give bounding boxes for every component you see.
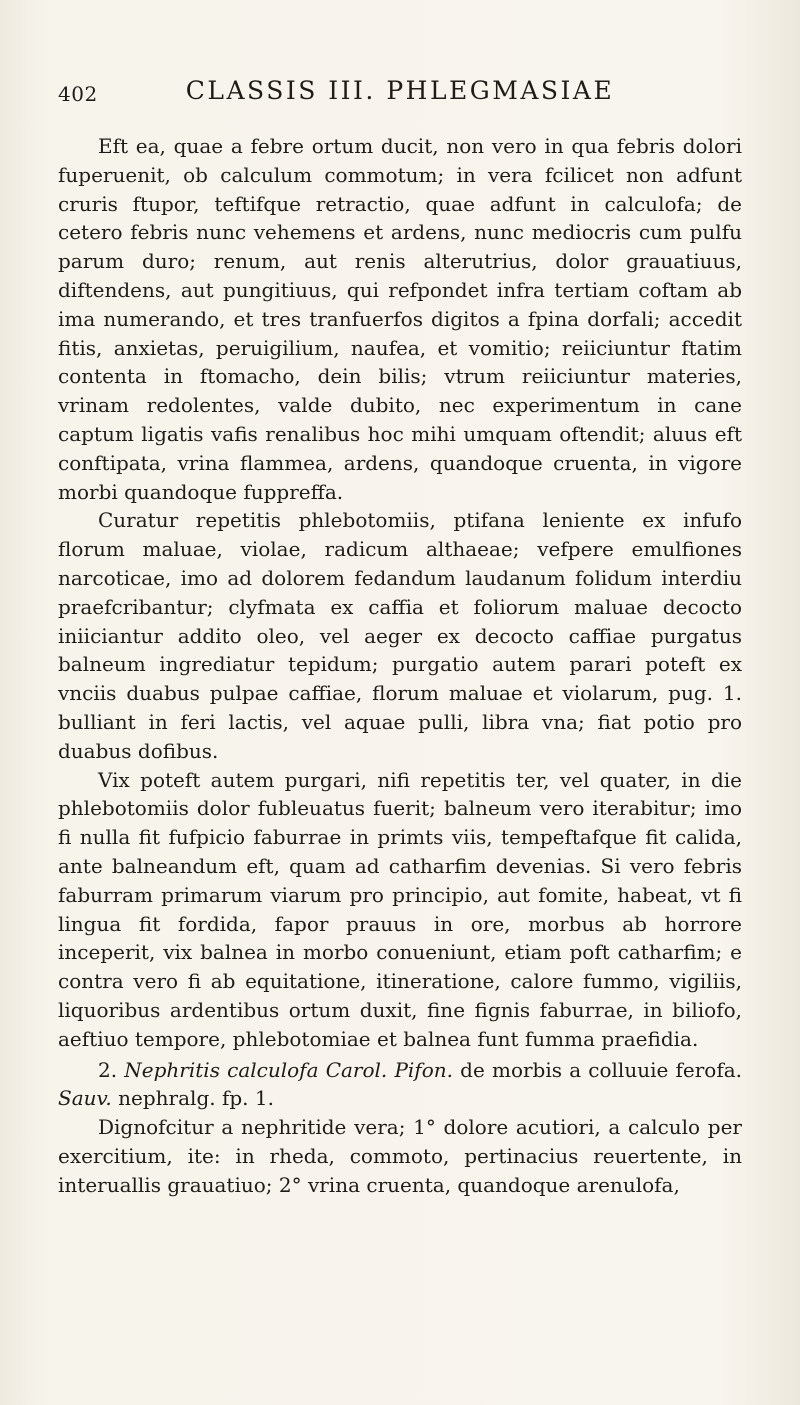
paragraph-curatio: Curatur repetitis phlebotomiis, ptifana leniente ex infufo florum maluae, violae, radicum althaeae; vefpere emulfiones narcoticae, imo ad dolorem fedandum laudanum folidum interdiu praefcribantur; clyfmata ex caffia et foliorum maluae decocto iniiciantur addito oleo, vel aeger ex decocto caffiae purgatus balneum ingrediatur tepidum; purgatio autem parari poteft ex vnciis duabus pulpae caffiae, florum maluae et violarum, pug. 1. bulliant in feri lactis, vel aquae pulli, libra vna; fiat potio pro duabus dofibus. [58,508,742,763]
item-ref-author: Sauv. [58,1086,112,1111]
paragraph-dignoscitur: Dignofcitur a nephritide vera; 1° dolore acutiori, a calculo per exercitium, ite: in rheda, commoto, pertinacius reuertente, in interuallis grauatiuo; 2° vrina cruenta, quandoque arenulofa, [58,1115,742,1197]
item-nephritis-calculosa [58,1056,742,1114]
running-title: CLASSIS III. PHLEGMASIAE [185,76,615,105]
page-body [58,132,742,1199]
item-source: de morbis a colluuie ferofa. [460,1057,743,1082]
page-header [58,76,742,116]
item-author: Carol. Pifon. [325,1057,453,1082]
paragraph-purgatio: Vix poteft autem purgari, nifi repetitis ter, vel quater, in die phlebotomiis dolor fubleuatus fuerit; balneum vero iterabitur; imo fi nulla fit fufpicio faburrae in primts viis, tempeftafque fit calida, ante balneandum eft, quam ad catharfim devenias. Si vero febris faburram primarum viarum pro principio, aut fomite, habeat, vt fi lingua fit fordida, fapor prauus in ore, morbus ab horrore inceperit, vix balnea in morbo conueniunt, etiam poft catharfim; e contra vero fi ab equitatione, itineratione, calore fummo, vigiliis, liquoribus ardentibus ortum duxit, fine fignis faburrae, in biliofo, aeftiuo tempore, phlebotomiae et balnea funt fumma praefidia. [58,767,742,1051]
page-number: 402 [58,82,98,106]
item-number: 2. [98,1057,118,1082]
item-ref: nephralg. fp. 1. [118,1086,274,1111]
item-name: Nephritis calculofa [124,1057,319,1082]
paragraph-nephritis-vera: Eft ea, quae a febre ortum ducit, non vero in qua febris dolori fuperuenit, ob calculum commotum; in vera fcilicet non adfunt cruris ftupor, teftifque retractio, quae adfunt in calculofa; de cetero febris nunc vehemens et ardens, nunc mediocris cum pulfu parum duro; renum, aut renis alterutrius, dolor grauatiuus, diftendens, aut pungitiuus, qui refpondet infra tertiam coftam ab ima numerando, et tres tranfuerfos digitos a fpina dorfali; accedit fitis, anxietas, peruigilium, naufea, et vomitio; reiiciuntur ftatim contenta in ftomacho, dein bilis; vtrum reiiciuntur materies, vrinam redolentes, valde dubito, nec experimentum in cane captum ligatis vafis renalibus hoc mihi umquam oftendit; aluus eft conftipata, vrina flammea, ardens, quandoque cruenta, in vigore morbi quandoque fuppreffa. [58,134,742,504]
